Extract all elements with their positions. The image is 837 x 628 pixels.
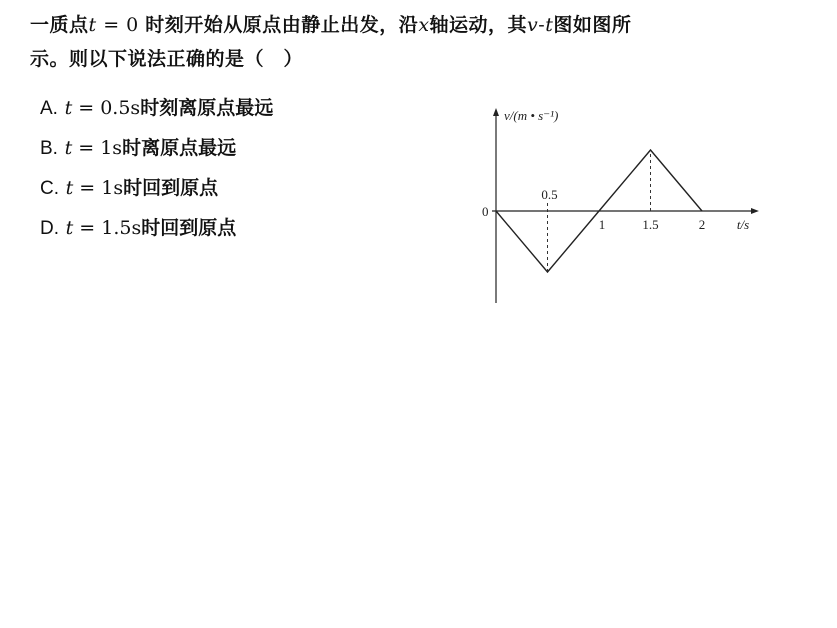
question-text-line2: 示。则以下说法正确的是（ ） bbox=[30, 48, 304, 70]
annotation-label-0-5: 0.5 bbox=[541, 187, 558, 202]
option-letter: D. bbox=[40, 218, 59, 239]
x-tick-label: 1 bbox=[598, 217, 606, 232]
math-var-t: t bbox=[65, 177, 74, 199]
x-axis-label: t/s bbox=[736, 217, 750, 232]
option-letter: C. bbox=[40, 178, 59, 199]
math-var-t: t bbox=[64, 97, 73, 119]
option-text: 时回到原点 bbox=[123, 177, 219, 199]
math-eq: = 0.5s bbox=[72, 97, 141, 119]
math-var-t: t bbox=[65, 217, 74, 239]
math-eq-zero: = 0 bbox=[96, 14, 146, 36]
question-text-part2: 时刻开始从原点由静止出发，沿 bbox=[145, 14, 419, 36]
y-axis-label: v/(m • s⁻¹) bbox=[504, 108, 559, 123]
option-b[interactable] bbox=[40, 128, 460, 168]
vt-graph bbox=[470, 98, 770, 303]
option-text: 时刻离原点最远 bbox=[140, 97, 274, 119]
math-var-t: t bbox=[88, 14, 97, 36]
option-text: 时回到原点 bbox=[141, 217, 237, 239]
math-eq: = 1.5s bbox=[73, 217, 142, 239]
math-eq: = 1s bbox=[73, 177, 124, 199]
math-var-t: t bbox=[64, 137, 73, 159]
option-letter: A. bbox=[40, 98, 58, 119]
question-stem bbox=[30, 8, 830, 76]
question-text-part1: 一质点 bbox=[30, 14, 89, 36]
question-text-part4: 图如图所 bbox=[553, 14, 632, 36]
x-tick-label: 1.5 bbox=[642, 217, 659, 232]
question-text-part3: 轴运动，其 bbox=[429, 14, 528, 36]
option-c[interactable] bbox=[40, 168, 460, 208]
option-text: 时离原点最远 bbox=[122, 137, 237, 159]
math-var-t2: t bbox=[545, 14, 554, 36]
math-eq: = 1s bbox=[72, 137, 123, 159]
x-tick-label: 2 bbox=[698, 217, 706, 232]
origin-label: 0 bbox=[482, 204, 489, 219]
math-var-x: x bbox=[418, 14, 430, 36]
math-dash: - bbox=[538, 14, 546, 36]
option-d[interactable] bbox=[40, 208, 460, 248]
math-var-v: v bbox=[527, 14, 539, 36]
option-a[interactable] bbox=[40, 88, 460, 128]
option-letter: B. bbox=[40, 138, 58, 159]
answer-options bbox=[40, 88, 460, 248]
